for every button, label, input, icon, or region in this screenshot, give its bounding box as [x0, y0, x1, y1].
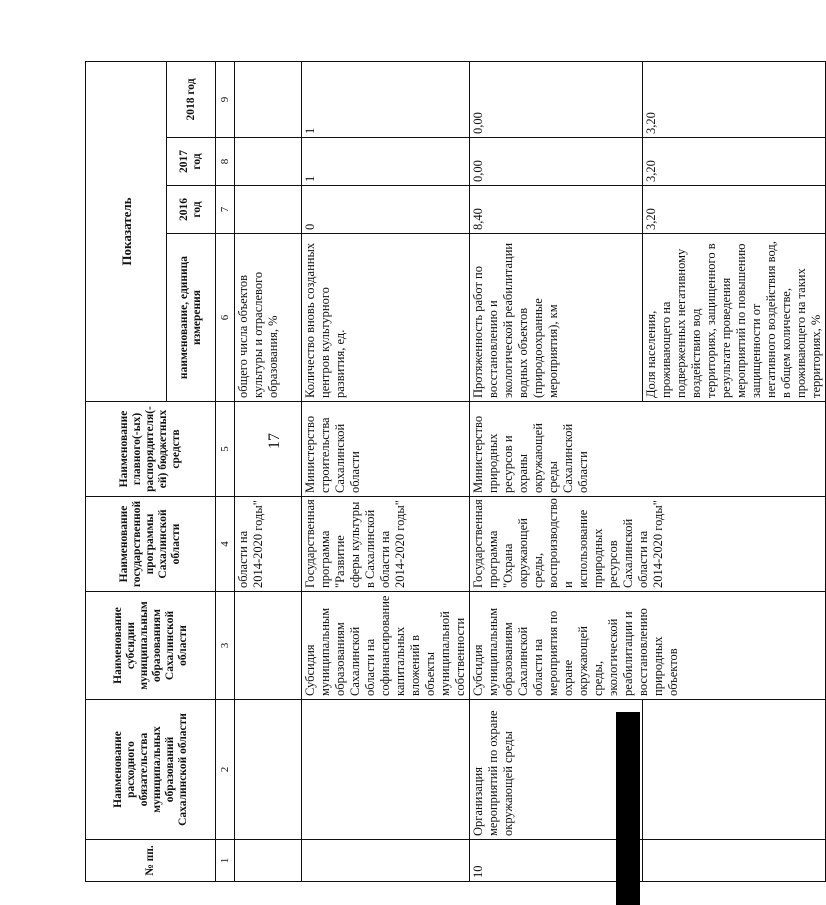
row-indicator: Доля населения, проживающего на подверженных негативному воздействию вод территориях, защищенного в результате проведения мероприятий по повышению защищенности от негативного воздействия вод, в общем количестве, проживающего на таких территориях, %: [643, 234, 826, 402]
header-indicator-name: наименование, единица измерения: [167, 234, 216, 402]
scan-edge-shadow: [616, 712, 640, 905]
row-value-2017: 0,00: [470, 138, 643, 186]
header-program: Наименование государственной программы Сахалинской области: [86, 497, 216, 592]
column-number: 2: [216, 700, 235, 840]
column-number: 9: [216, 62, 235, 138]
row-value-2018: 3,20: [643, 62, 826, 138]
row-obligation: Организация мероприятий по охране окружающей среды: [470, 700, 643, 840]
header-number: № пп.: [86, 840, 216, 882]
row-number: [235, 840, 302, 882]
header-row: [86, 62, 167, 882]
column-number: 1: [216, 840, 235, 882]
row-obligation: [643, 700, 826, 840]
column-number: 4: [216, 497, 235, 592]
header-obligation: Наименование расходного обязательства муниципальных образований Сахалинской области: [86, 700, 216, 840]
rotated-page-content: [85, 62, 823, 882]
header-subsidy: Наименование субсидии муниципальным образованиям Сахалинской области: [86, 592, 216, 700]
row-subsidy: Субсидия муниципальным образованиям Сахалинской области на мероприятия по охране окружающей среды, экологической реабилитации и восстановлению природных объектов: [470, 592, 826, 700]
row-value-2017: [235, 138, 302, 186]
column-number: 5: [216, 402, 235, 497]
row-value-2016: [235, 186, 302, 234]
row-value-2017: 1: [302, 138, 470, 186]
row-indicator: Протяженность работ по восстановлению и экологической реабилитации водных объектов (природоохранные мероприятия), км: [470, 234, 643, 402]
row-obligation: [302, 700, 470, 840]
subsidy-table: [85, 61, 826, 882]
row-number: [302, 840, 470, 882]
row-value-2016: 8,40: [470, 186, 643, 234]
row-program: области на 2014-2020 годы": [235, 497, 302, 592]
column-number: 7: [216, 186, 235, 234]
row-value-2018: [235, 62, 302, 138]
header-indicator-group: Показатель: [86, 62, 167, 402]
page-number: 17: [266, 433, 283, 449]
row-distributor: Министерство строительства Сахалинской области: [302, 402, 470, 497]
row-indicator: Количество вновь созданных центров культурного развития, ед.: [302, 234, 470, 402]
row-value-2017: 3,20: [643, 138, 826, 186]
row-value-2016: 0: [302, 186, 470, 234]
header-year-2017: 2017 год: [167, 138, 216, 186]
column-number: 3: [216, 592, 235, 700]
column-number-row: [216, 62, 235, 882]
row-subsidy: [235, 592, 302, 700]
row-number: [643, 840, 826, 882]
row-value-2018: 0,00: [470, 62, 643, 138]
row-program: Государственная программа "Охрана окружающей среды, воспроизводство и использование природных ресурсов Сахалинской области на 2014-2020 годы": [470, 497, 826, 592]
row-indicator: общего числа объектов культуры и отраслевого образования, %: [235, 234, 302, 402]
header-year-2018: 2018 год: [167, 62, 216, 138]
row-value-2018: 1: [302, 62, 470, 138]
row-program: Государственная программа "Развитие сферы культуры в Сахалинской области на 2014-2020 годы": [302, 497, 470, 592]
header-year-2016: 2016 год: [167, 186, 216, 234]
column-number: 6: [216, 234, 235, 402]
row-value-2016: 3,20: [643, 186, 826, 234]
column-number: 8: [216, 138, 235, 186]
row-distributor: [235, 402, 302, 497]
row-distributor: Министерство природных ресурсов и охраны окружающей среды Сахалинской области: [470, 402, 826, 497]
row-number: 10: [470, 840, 643, 882]
table-row: [235, 62, 302, 882]
row-subsidy: Субсидия муниципальным образованиям Сахалинской области на софинансирование капитальных вложений в объекты муниципальной собственности: [302, 592, 470, 700]
table-row: [302, 62, 470, 882]
header-distributor: Наименование главного(-ых) распорядителя(-ей) бюджетных средств: [86, 402, 216, 497]
row-obligation: [235, 700, 302, 840]
